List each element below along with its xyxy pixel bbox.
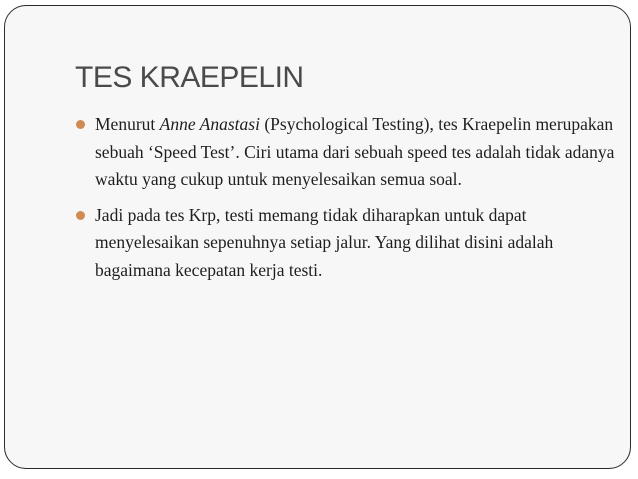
bullet-item-2 [75,202,615,285]
bullet-text-before: Menurut [95,114,160,134]
bullet-text-after: (Psychological Testing), tes Kraepelin merupakan sebuah ‘Speed Test’. Ciri utama dari sebuah speed tes adalah tidak adanya waktu yang cukup untuk menyelesaikan semua soal. [95,114,615,189]
bullet-dot-icon [76,211,85,220]
bullet-author-emphasis: Anne Anastasi [159,114,260,134]
slide-frame [4,5,631,469]
bullet-text: Jadi pada tes Krp, testi memang tidak diharapkan untuk dapat menyelesaikan sepenuhnya setiap jalur. Yang dilihat disini adalah bagaimana kecepatan kerja testi. [95,204,554,280]
slide-title: TES KRAEPELIN [75,61,304,94]
bullet-list [75,111,615,292]
bullet-item-1 [75,111,615,194]
bullet-dot-icon [76,120,85,129]
